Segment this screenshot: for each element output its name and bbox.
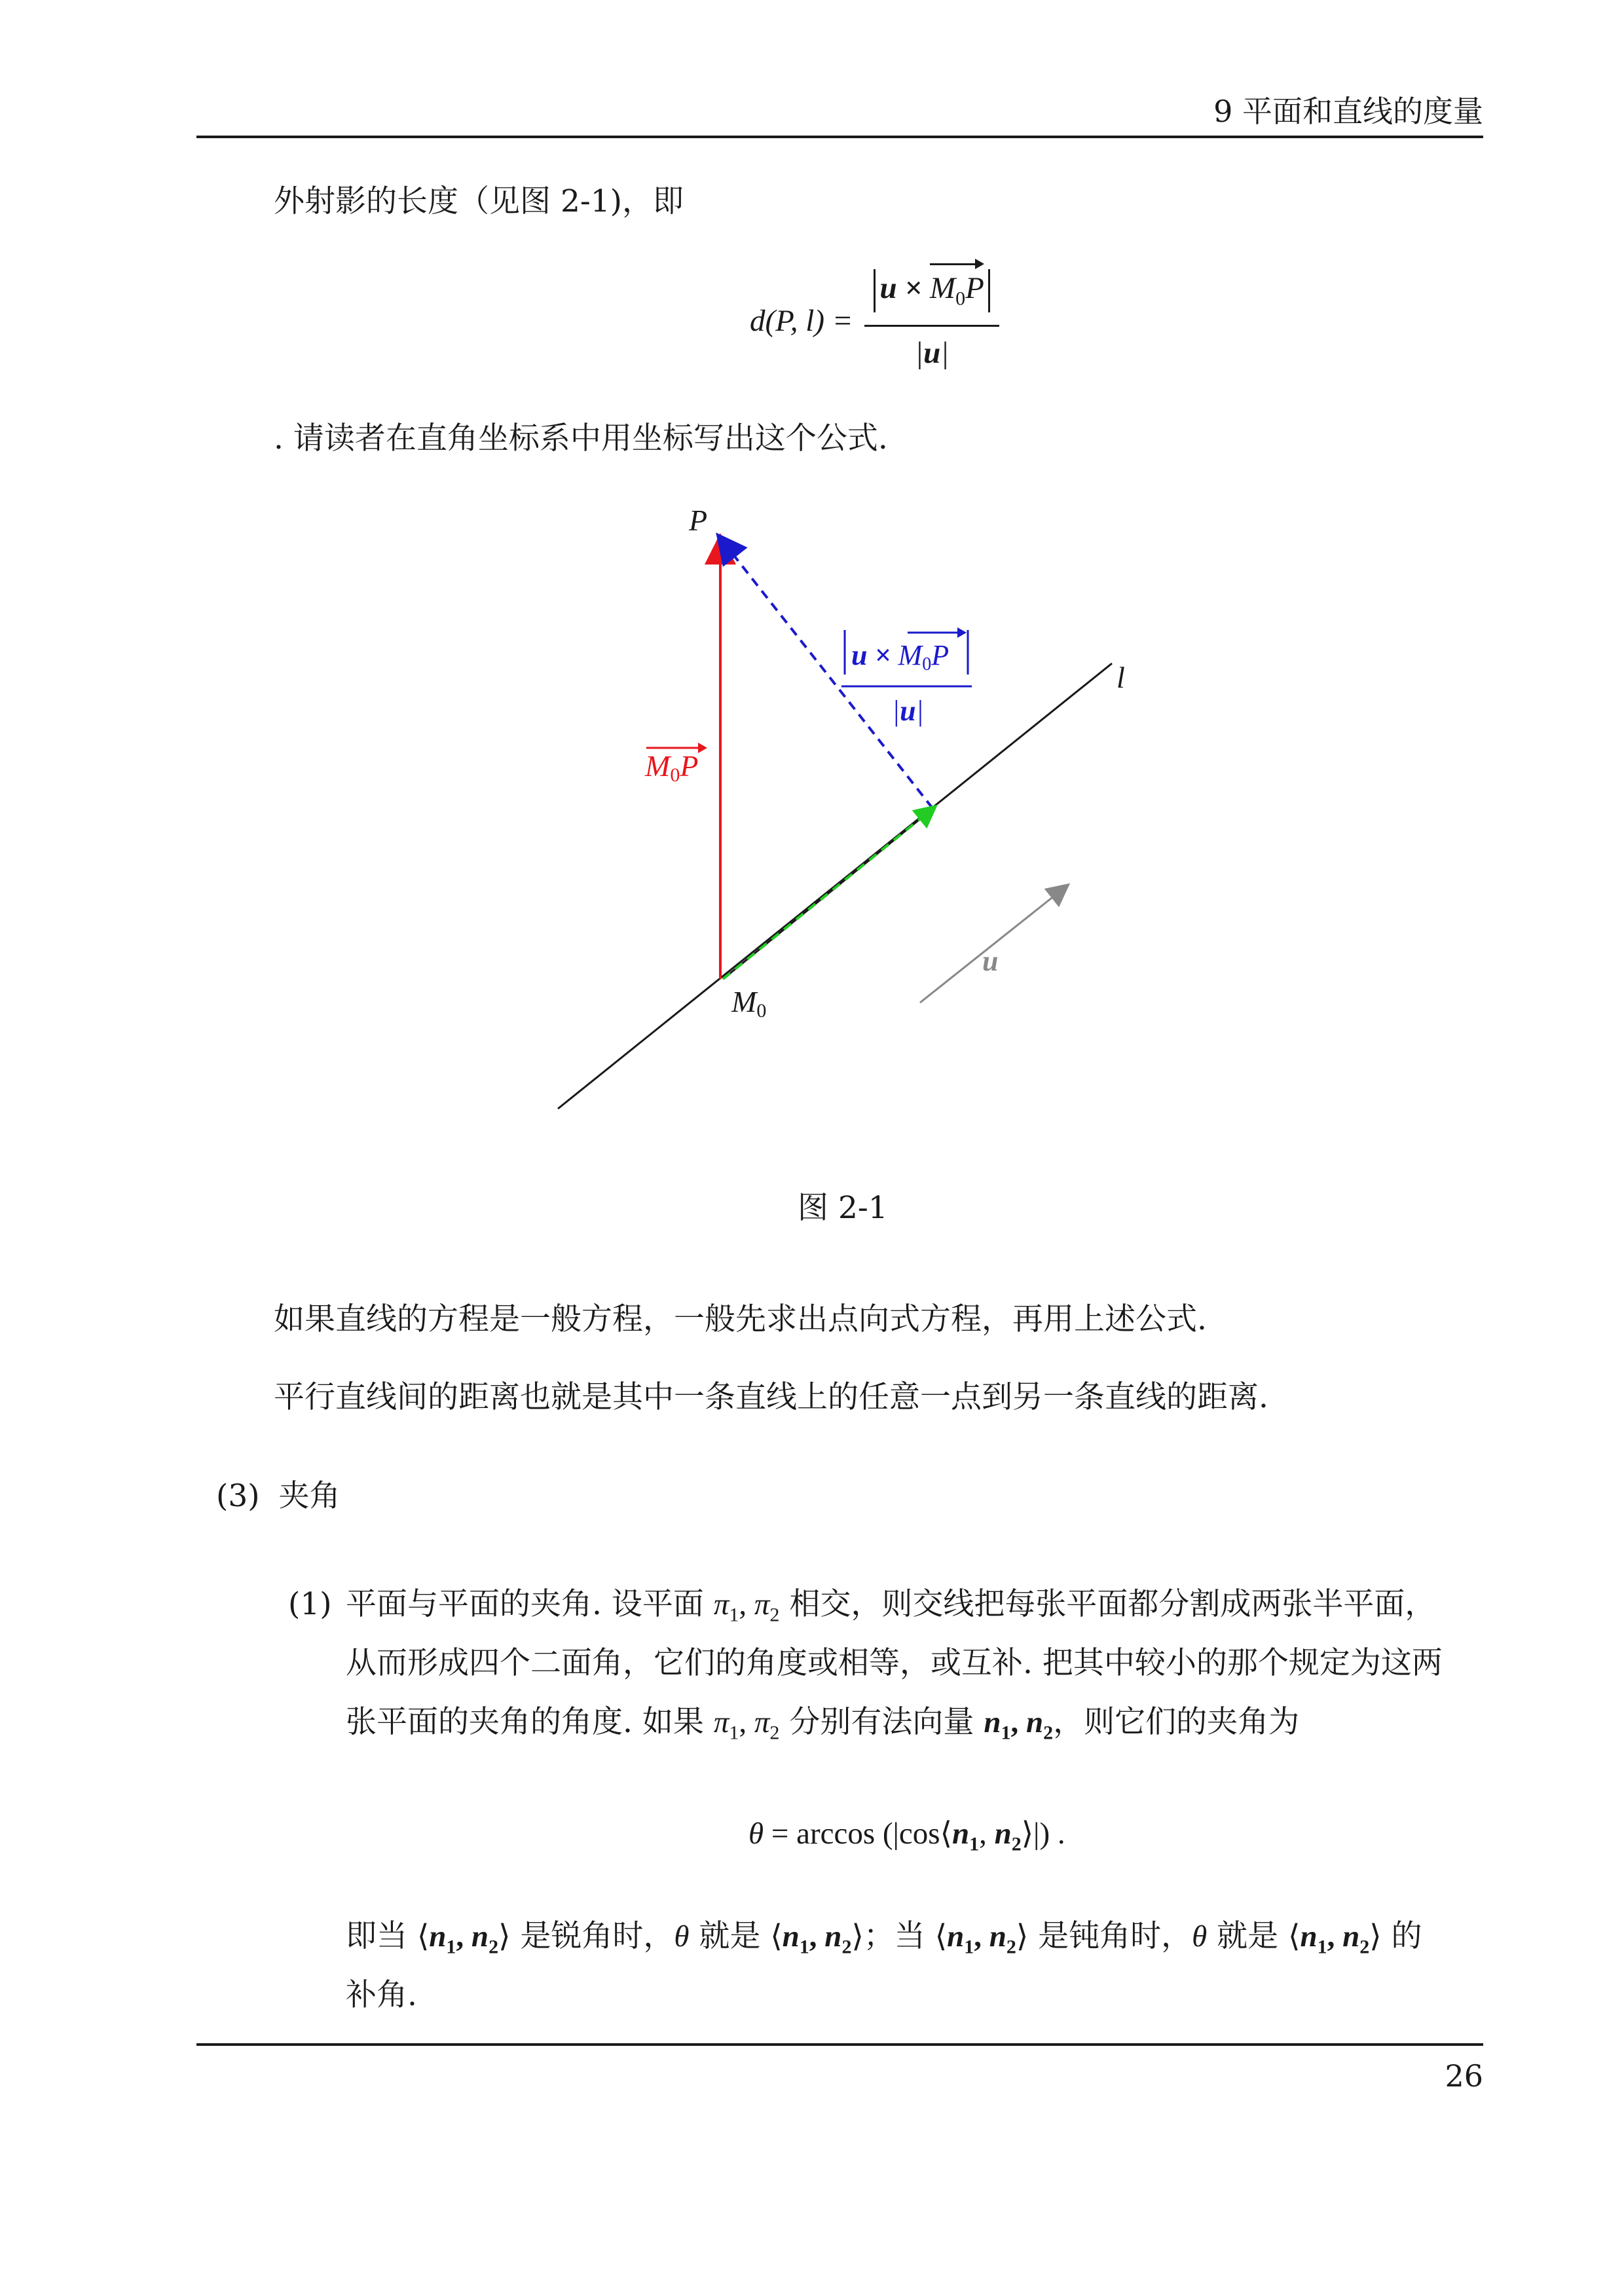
after-formula-line: . 请读者在直角坐标系中用坐标写出这个公式. xyxy=(274,420,888,456)
item-1-line-3: 张平面的夹角的角度. 如果 $\pi_1$, $\pi_2$ 分别有法向量 $n_1$, $n_2$，则它们的夹角为 xyxy=(346,1704,1300,1744)
formula-denominator: |u| xyxy=(915,336,950,371)
svg-text:u × M0P: u × M0P xyxy=(851,639,950,675)
formula-lhs: d(P, l) = xyxy=(750,303,853,338)
svg-text:M0P: M0P xyxy=(645,749,699,786)
distance-dashed-arrow xyxy=(726,545,932,808)
item-1-tail-line-1: 即当 $⟨n_1$, $n_2⟩$ 是锐角时，θ 就是 $⟨n_1$, $n_2⟩$；当 $⟨n_1$, $n_2⟩$ 是钝角时，θ 就是 $⟨n_1$, $n_2⟩$ 的 xyxy=(346,1918,1422,1958)
section-3-title: 夹角 xyxy=(278,1478,341,1514)
svg-text:|u|: |u| xyxy=(892,695,924,727)
label-distance-fraction xyxy=(841,627,972,727)
footer-rule xyxy=(196,2043,1483,2046)
label-M0: M0 xyxy=(731,985,767,1022)
formula-vector-m0p: $M_0P$ xyxy=(930,268,984,318)
item-1-line-2: 从而形成四个二面角，它们的角度或相等，或互补. 把其中较小的那个规定为这两 xyxy=(346,1645,1443,1681)
formula-num-cross: u × xyxy=(879,271,930,305)
paragraph-parallel-lines: 平行直线间的距离也就是其中一条直线上的任意一点到另一条直线的距离. xyxy=(274,1379,1268,1415)
item-1-number: (1) xyxy=(288,1586,332,1622)
item-1-tail-line-2: 补角. xyxy=(346,1977,417,2013)
paragraph-general-equation: 如果直线的方程是一般方程，一般先求出点向式方程，再用上述公式. xyxy=(274,1301,1207,1337)
running-header: 9 平面和直线的度量 xyxy=(1213,94,1483,129)
projection-dashes xyxy=(723,812,929,979)
section-3-number: (3) xyxy=(216,1478,260,1514)
item-1-line-1: 平面与平面的夹角. 设平面 $\pi_1$, $\pi_2$ 相交，则交线把每张平面都分割成两张半平面， xyxy=(346,1586,1436,1626)
theta-formula: $\theta = \arccos (|\cos⟨n_1$, $n_2⟩|$) . xyxy=(748,1817,1065,1855)
line-l xyxy=(558,663,1112,1109)
page-number: 26 xyxy=(1445,2058,1483,2094)
intro-line: 外射影的长度（见图 2-1)，即 xyxy=(274,183,684,219)
figure-caption: 图 2-1 xyxy=(798,1190,888,1226)
label-u: u xyxy=(982,945,999,977)
section-3-heading xyxy=(216,1477,341,1516)
label-P: P xyxy=(689,504,708,537)
label-l: l xyxy=(1116,661,1125,694)
label-vec-m0p xyxy=(644,743,707,786)
